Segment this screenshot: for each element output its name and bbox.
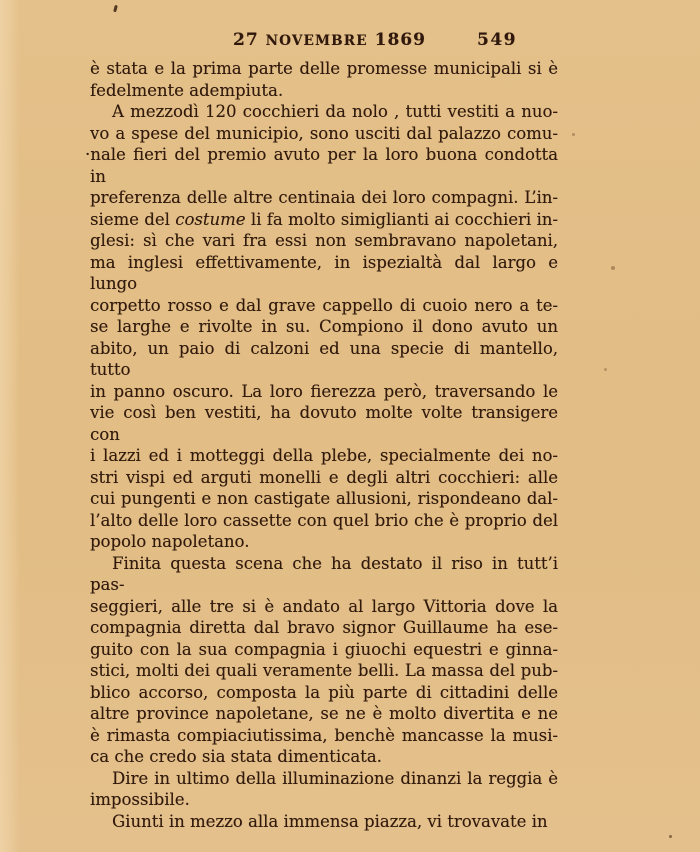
text-run: preferenza delle altre centinaia dei loro compagni. L’in-	[90, 188, 558, 207]
text-line	[90, 789, 558, 811]
italic-text: costume	[175, 209, 246, 229]
text-line	[90, 639, 558, 661]
text-line	[90, 445, 558, 467]
text-run: vie così ben vestiti, ha dovuto molte volte transigere con	[90, 403, 558, 444]
text-run: sieme del	[90, 209, 176, 229]
text-line	[90, 617, 558, 639]
text-line	[90, 187, 558, 209]
text-line	[90, 101, 558, 123]
ink-speck	[669, 835, 672, 838]
text-run: abito, un paio di calzoni ed una specie di mantello, tutto	[90, 338, 558, 379]
text-line	[90, 660, 558, 682]
text-line	[90, 252, 558, 295]
text-line	[90, 467, 558, 489]
text-run: stri vispi ed arguti monelli e degli altri cocchieri: alle	[90, 467, 558, 487]
text-run: corpetto rosso e dal grave cappello di cuoio nero a te-	[90, 295, 558, 315]
text-run: blico accorso, composta la più parte di cittadini delle	[90, 682, 558, 702]
page-number: 549	[477, 30, 517, 50]
text-line	[90, 488, 558, 510]
text-run: seggieri, alle tre si è andato al largo Vittoria dove la	[90, 596, 558, 616]
text-run: ·nale fieri del premio avuto per la loro buona condotta in	[85, 145, 558, 186]
ink-speck	[113, 5, 117, 12]
ink-speck	[604, 368, 607, 371]
text-line	[90, 230, 558, 252]
text-line	[90, 295, 558, 317]
text-line	[90, 123, 558, 145]
text-run: impossibile.	[90, 790, 190, 809]
text-line	[90, 402, 558, 445]
text-line	[90, 531, 558, 553]
text-run: ma inglesi effettivamente, in ispezialtà dal largo e lungo	[90, 252, 558, 293]
text-run: vo a spese del municipio, sono usciti dal palazzo comu-	[90, 123, 558, 143]
text-run: cui pungenti e non castigate allusioni, rispondeano dal-	[90, 489, 558, 508]
text-run: in panno oscuro. La loro fierezza però, traversando le	[90, 381, 558, 401]
text-run: Giunti in mezzo alla immensa piazza, vi trovavate in	[112, 811, 548, 831]
text-line	[85, 144, 558, 187]
text-run: ca che credo sia stata dimenticata.	[90, 747, 382, 766]
text-run: è stata e la prima parte delle promesse municipali si è	[90, 59, 558, 78]
text-run: i lazzi ed i motteggi della plebe, specialmente dei no-	[90, 446, 558, 465]
text-line	[90, 768, 558, 790]
header-month: NOVEMBRE	[265, 33, 368, 49]
text-run: è rimasta compiaciutissima, benchè mancasse la musi-	[90, 725, 558, 745]
text-run: glesi: sì che vari fra essi non sembravano napoletani,	[90, 231, 558, 250]
text-line	[90, 725, 558, 747]
text-run: guito con la sua compagnia i giuochi equestri e ginna-	[90, 639, 558, 659]
text-line	[90, 811, 558, 833]
text-line	[90, 682, 558, 704]
text-run: altre province napoletane, se ne è molto divertita e ne	[90, 704, 558, 723]
header-date	[233, 30, 426, 50]
text-line	[90, 553, 558, 596]
text-line	[90, 316, 558, 338]
text-line	[90, 596, 558, 618]
text-run: se larghe e rivolte in su. Compiono il dono avuto un	[90, 317, 558, 336]
text-line	[90, 58, 558, 80]
text-run: popolo napoletano.	[90, 532, 250, 551]
text-run: l’alto delle loro cassette con quel brio che è proprio del	[90, 510, 558, 530]
text-line	[90, 338, 558, 381]
text-run: li fa molto simiglianti ai cocchieri in-	[245, 209, 559, 229]
text-line	[90, 510, 558, 532]
text-line	[90, 381, 558, 403]
header-day: 27	[233, 30, 259, 50]
text-run: A mezzodì 120 cocchieri da nolo , tutti vestiti a nuo-	[112, 102, 558, 121]
text-run: Finita questa scena che ha destato il riso in tutt’i pas-	[90, 553, 558, 594]
text-line	[90, 209, 558, 231]
text-run: fedelmente adempiuta.	[90, 80, 284, 100]
text-line	[90, 80, 558, 102]
text-line	[90, 746, 558, 768]
ink-speck	[572, 133, 575, 136]
ink-speck	[611, 266, 615, 270]
body-text	[85, 58, 559, 832]
text-run: compagnia diretta dal bravo signor Guillaume ha ese-	[90, 618, 558, 637]
header-year: 1869	[374, 30, 426, 50]
text-run: Dire in ultimo della illuminazione dinanzi la reggia è	[112, 768, 558, 788]
text-run: stici, molti dei quali veramente belli. La massa del pub-	[90, 661, 558, 680]
text-line	[90, 703, 558, 725]
